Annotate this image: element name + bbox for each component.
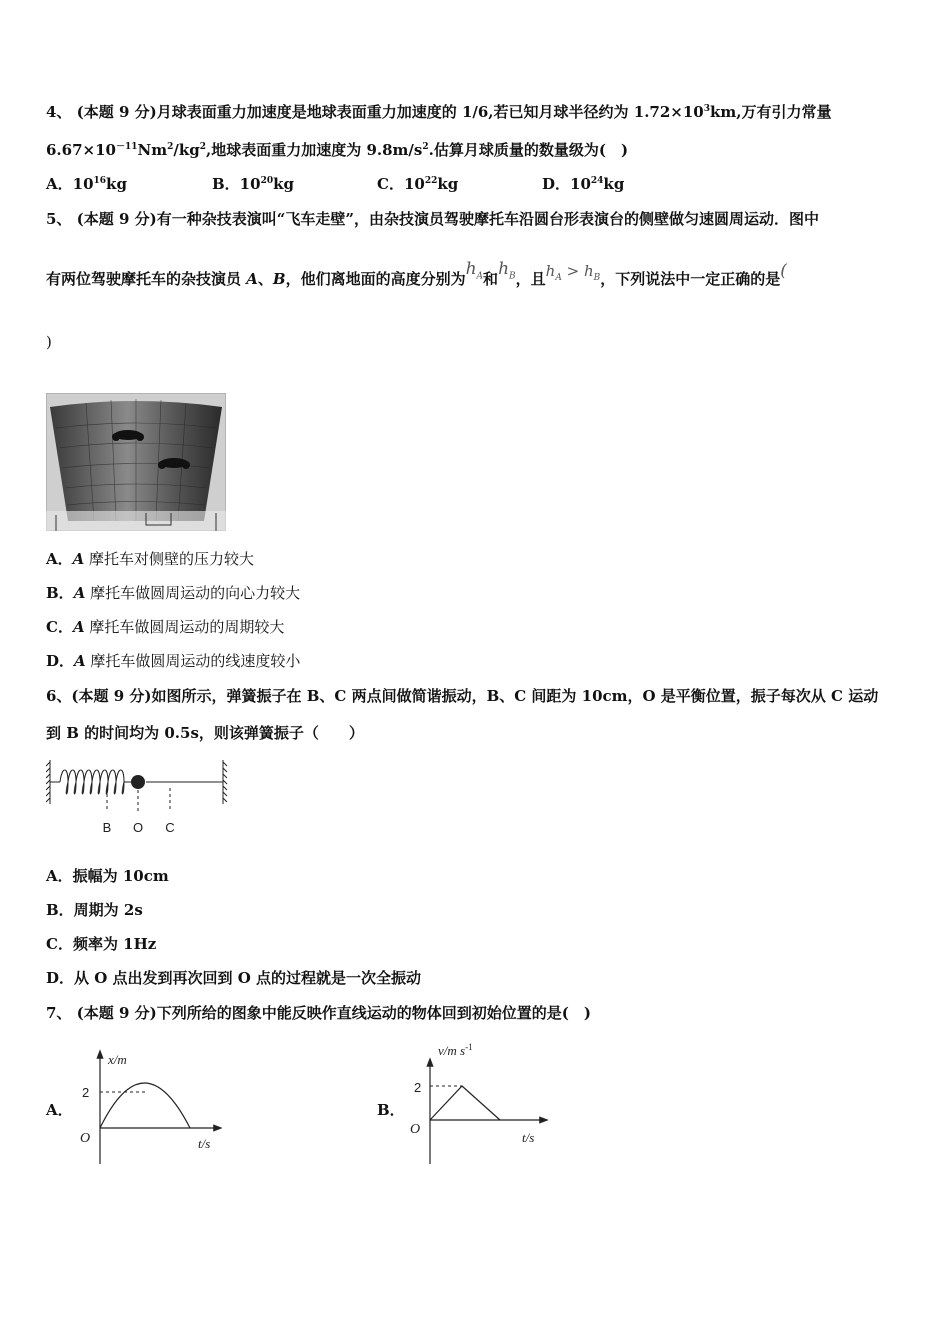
- q7-option-b-label: B．: [377, 1101, 405, 1119]
- graph-a-xlabel: t/s: [198, 1136, 211, 1151]
- q4-option-b: B．$10^{20}kg$: [212, 175, 294, 193]
- q6-line2: 到 B 的时间均为 0.5s，则该弹簧振子（ ）: [46, 724, 364, 742]
- q4-option-d: D．$10^{24}kg$: [542, 175, 625, 193]
- q6-option-c: C．频率为 1Hz: [46, 935, 157, 953]
- q5-option-c: C．A 摩托车做圆周运动的周期较大: [46, 618, 285, 636]
- q4-option-a: A．$10^{16}kg$: [46, 175, 127, 193]
- q6-option-a: A．振幅为 10cm: [46, 867, 169, 885]
- label-c: C: [165, 820, 175, 835]
- graph-a-ylabel: x/m: [108, 1052, 127, 1067]
- q5-option-b: B．A 摩托车做圆周运动的向心力较大: [46, 584, 301, 602]
- q5-paren-close: ): [46, 333, 52, 351]
- graph-a-origin: O: [80, 1131, 91, 1146]
- q5-line2: 有两位驾驶摩托车的杂技演员 A、B，他们离地面的高度分别为$h_A$和$h_B$，且$h_A > h_B$，下列说法中一定正确的是(: [46, 259, 787, 288]
- graph-b-tick: 2: [414, 1080, 422, 1095]
- graph-b-ylabel: v/m $s^{-1}$: [438, 1042, 473, 1058]
- q7-line1: 7、 (本题 9 分)下列所给的图象中能反映作直线运动的物体回到初始位置的是( ): [46, 1004, 591, 1022]
- graph-b: [404, 1040, 554, 1168]
- q6-line1: 6、(本题 9 分)如图所示，弹簧振子在 B、C 两点间做简谐振动，B、C 间距为 10cm，O 是平衡位置，振子每次从 C 运动: [46, 687, 879, 705]
- label-b: B: [102, 820, 112, 835]
- q6-option-b: B．周期为 2s: [46, 901, 143, 919]
- q6-option-d: D．从 O 点出发到再次回到 O 点的过程就是一次全振动: [46, 969, 422, 987]
- q7-option-a-label: A．: [46, 1101, 73, 1119]
- stunt-photo: [46, 393, 226, 531]
- graph-a-tick: 2: [82, 1085, 90, 1100]
- q4-line2: $6.67\times 10^{-11}Nm^2/kg^2$,地球表面重力加速度为 $9.8m/s^2$.估算月球质量的数量级为( ): [46, 141, 629, 159]
- spring-oscillator-figure: [46, 758, 230, 838]
- q5-option-a: A．A 摩托车对侧壁的压力较大: [46, 550, 255, 568]
- graph-b-origin: O: [410, 1122, 421, 1137]
- graph-a: [72, 1048, 222, 1168]
- q5-option-d: D．A 摩托车做圆周运动的线速度较小: [46, 652, 301, 670]
- graph-b-xlabel: t/s: [522, 1130, 535, 1145]
- q4-option-c: C．$10^{22}kg$: [377, 175, 459, 193]
- q5-line1: 5、 (本题 9 分)有一种杂技表演叫“飞车走壁”，由杂技演员驾驶摩托车沿圆台形表演台的侧壁做匀速圆周运动．图中: [46, 210, 819, 228]
- q4-line1: 4、 (本题 9 分)月球表面重力加速度是地球表面重力加速度的 1/6,若已知月球半径约为 $1.72\times 10^3km$,万有引力常量: [46, 103, 832, 121]
- label-o: O: [132, 820, 144, 835]
